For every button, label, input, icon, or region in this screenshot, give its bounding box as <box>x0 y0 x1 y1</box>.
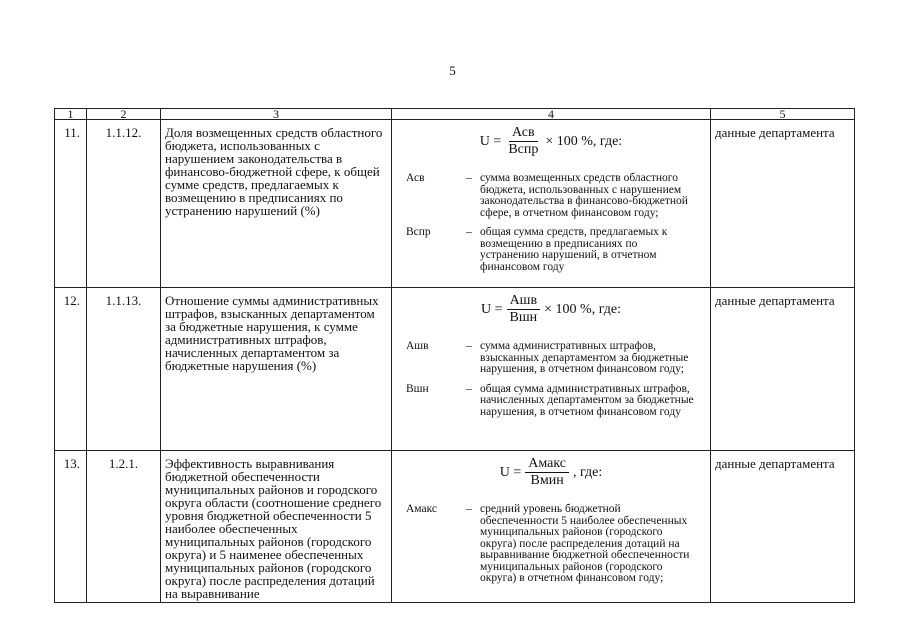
variable-description: сумма возмещенных средств областного бюджета, использованных с нарушением законодательства в финансово-бюджетной сфере, в отчетном финансовом году; <box>480 172 688 219</box>
calculation-method <box>392 120 711 288</box>
variable-item <box>396 384 706 419</box>
formula <box>396 126 706 157</box>
indicator-code: 1.1.13. <box>87 288 161 451</box>
variable-description: средний уровень бюджетной обеспеченности 5 наиболее обеспеченных муниципальных районов (городского округа) после распределения дотаций на выравнивание бюджетной обеспеченности муниципальных районов (городского округа) в отчетном финансовом году; <box>480 503 690 584</box>
variable-symbol: Ашв <box>406 340 429 352</box>
variable-item <box>396 341 706 376</box>
page-number: 5 <box>449 63 456 78</box>
variable-item <box>396 504 706 585</box>
data-source: данные департамента <box>711 120 855 288</box>
table-row <box>55 451 855 603</box>
formula <box>396 294 706 325</box>
variable-list <box>396 504 706 585</box>
indicator-name: Доля возмещенных средств областного бюджета, использованных с нарушением законодательства в финансово-бюджетной сфере, к общей сумме средств, предлагаемых к возмещению в предписаниях по устранению нарушений (%) <box>161 120 392 288</box>
row-number: 12. <box>55 288 87 451</box>
formula-lhs: U = <box>481 302 503 317</box>
formula-rhs: , где: <box>573 465 603 480</box>
indicator-code: 1.2.1. <box>87 451 161 603</box>
formula-denominator: Вшн <box>509 310 538 325</box>
formula-fraction <box>525 457 569 488</box>
formula-fraction <box>507 294 541 325</box>
table-row <box>55 288 855 451</box>
formula <box>396 457 706 488</box>
column-number: 4 <box>392 109 711 120</box>
formula-fraction <box>505 126 541 157</box>
variable-dash: – <box>466 503 472 515</box>
calculation-method <box>392 451 711 603</box>
formula-lhs: U = <box>479 134 502 149</box>
column-number: 3 <box>161 109 392 120</box>
variable-dash: – <box>466 340 472 352</box>
calculation-method <box>392 288 711 451</box>
variable-description: общая сумма административных штрафов, начисленных департаментом за бюджетные нарушения, в отчетном финансовом году <box>480 382 694 418</box>
table-row <box>55 120 855 288</box>
variable-description: сумма административных штрафов, взысканных департаментом за бюджетные нарушения, в отчетном финансовом году; <box>480 340 689 375</box>
indicator-code: 1.1.12. <box>87 120 161 288</box>
formula-numerator: Ашв <box>507 294 541 310</box>
data-source: данные департамента <box>711 288 855 451</box>
variable-dash: – <box>466 172 472 184</box>
row-number: 11. <box>55 120 87 288</box>
formula-denominator: Вмин <box>530 473 564 488</box>
variable-list <box>396 173 706 273</box>
indicators-table <box>54 108 855 603</box>
formula-denominator: Вспр <box>508 142 539 157</box>
formula-rhs: × 100 %, где: <box>545 134 623 149</box>
column-number-row <box>55 109 855 120</box>
column-number: 2 <box>87 109 161 120</box>
variable-symbol: Вспр <box>406 226 431 238</box>
variable-symbol: Амакс <box>406 503 438 515</box>
column-number: 5 <box>711 109 855 120</box>
variable-dash: – <box>466 382 472 395</box>
formula-numerator: Амакс <box>525 457 569 473</box>
formula-numerator: Асв <box>509 126 538 142</box>
row-number: 13. <box>55 451 87 603</box>
indicator-name: Отношение суммы административных штрафов, взысканных департаментом за бюджетные нарушения, к сумме административных штрафов, начисленных департаментом за бюджетные нарушения (%) <box>161 288 392 451</box>
variable-dash: – <box>466 226 472 238</box>
indicator-name: Эффективность выравнивания бюджетной обеспеченности муниципальных районов и городского округа области (соотношение среднего уровня бюджетной обеспеченности 5 наиболее обеспеченных муниципальных районов (городского округа) и 5 наименее обеспеченных муниципальных районов (городского округа) после распределения дотаций на выравнивание <box>161 451 392 603</box>
variable-item <box>396 173 706 219</box>
column-number: 1 <box>55 109 87 120</box>
variable-symbol: Асв <box>406 172 425 184</box>
variable-list <box>396 341 706 418</box>
formula-rhs: × 100 %, где: <box>544 302 621 317</box>
formula-lhs: U = <box>499 465 522 480</box>
variable-symbol: Вшн <box>406 382 429 395</box>
variable-item <box>396 227 706 273</box>
data-source: данные департамента <box>711 451 855 603</box>
variable-description: общая сумма средств, предлагаемых к возмещению в предписаниях по устранению нарушений, в отчетном финансовом году <box>480 226 668 273</box>
